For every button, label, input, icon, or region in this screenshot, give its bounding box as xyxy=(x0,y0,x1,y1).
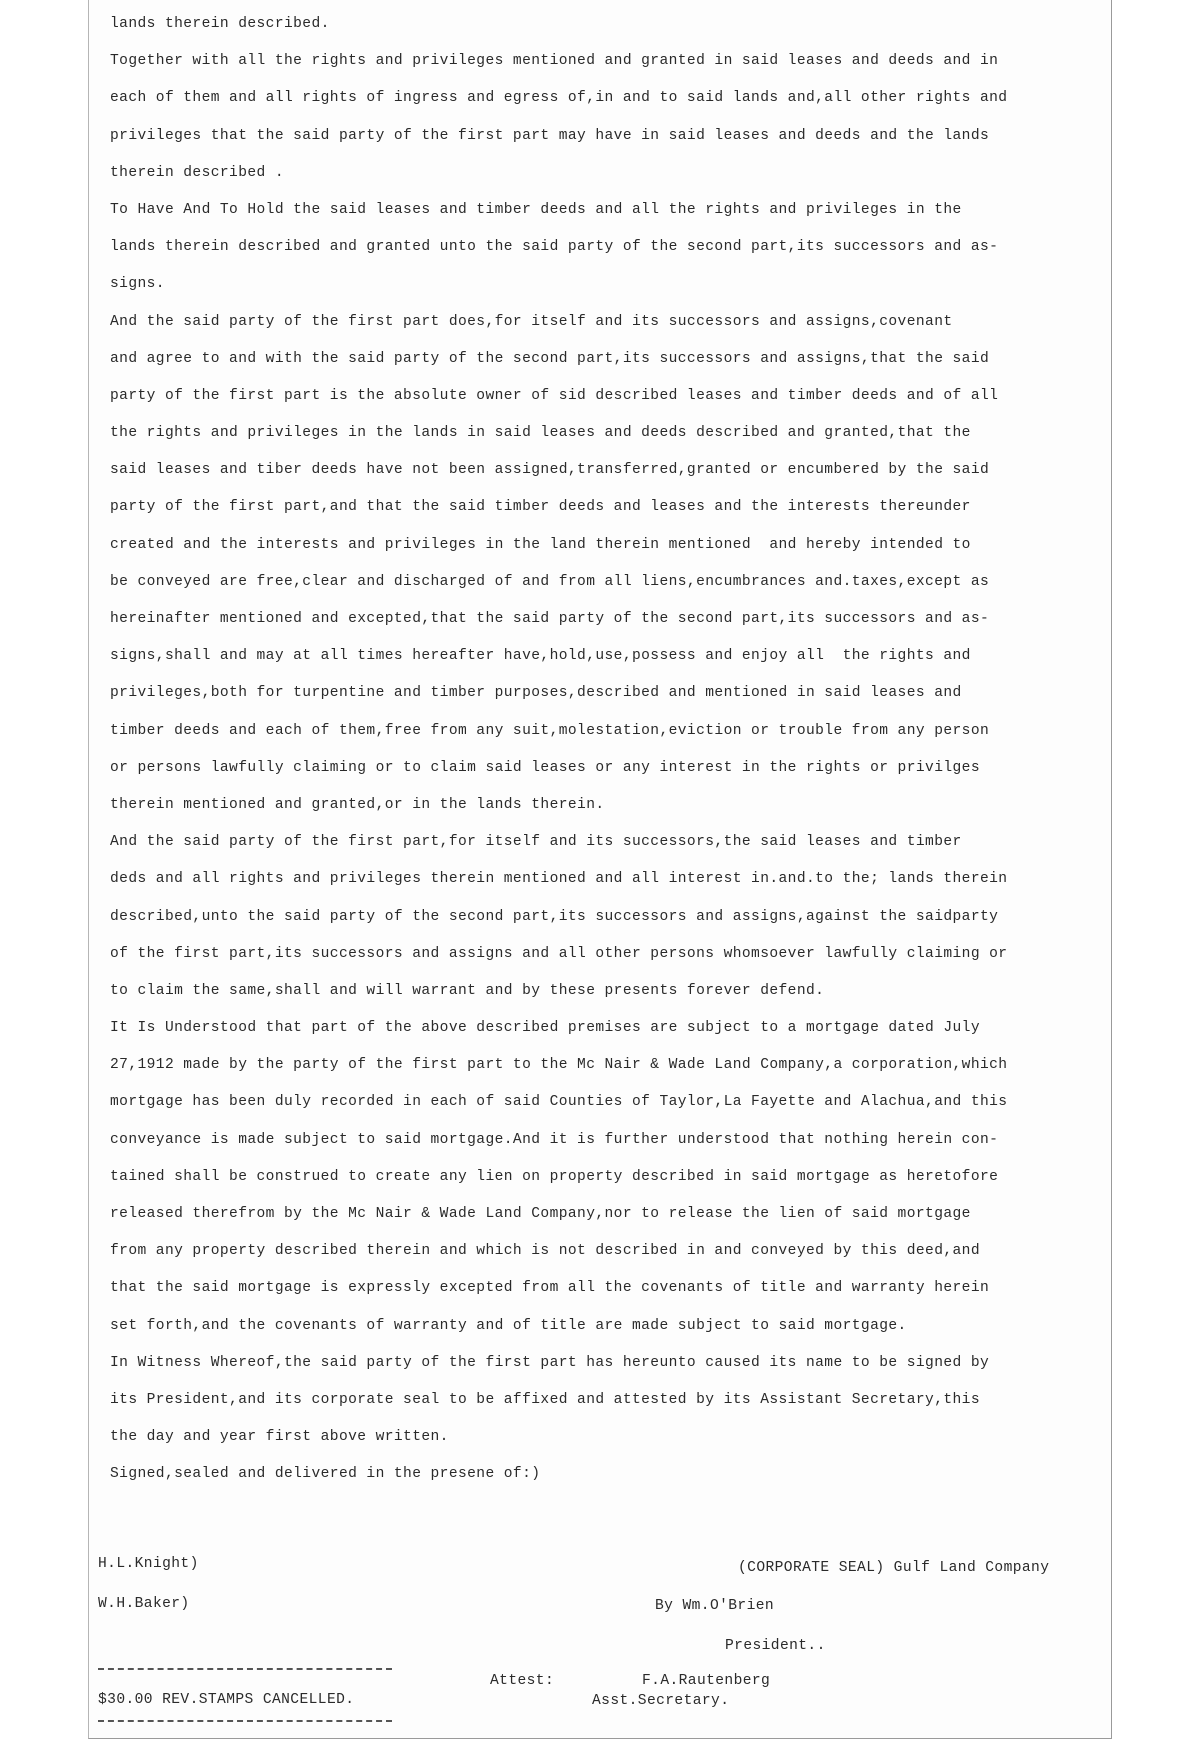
signer-title: President.. xyxy=(725,1638,826,1654)
text-line: therein described . xyxy=(110,164,284,181)
corporate-seal-line: (CORPORATE SEAL) Gulf Land Company xyxy=(738,1560,1050,1576)
text-line: said leases and tiber deeds have not been assigned,transferred,granted or encumbered by the said xyxy=(110,462,990,479)
text-line: timber deeds and each of them,free from any suit,molestation,eviction or trouble from any person xyxy=(110,722,990,739)
text-line: set forth,and the covenants of warranty and of title are made subject to said mortgage. xyxy=(110,1317,907,1334)
text-line: privileges,both for turpentine and timber purposes,described and mentioned in said leases and xyxy=(110,685,962,702)
text-line: hereinafter mentioned and excepted,that the said party of the second part,its successors and as- xyxy=(110,611,990,627)
text-line: And the said party of the first part,for itself and its successors,the said leases and timber xyxy=(110,834,962,851)
text-line: its President,and its corporate seal to be affixed and attested by its Assistant Secretary,this xyxy=(110,1391,980,1408)
text-line: signs,shall and may at all times hereafter have,hold,use,possess and enjoy all the rights and xyxy=(110,648,971,665)
witness-baker: W.H.Baker) xyxy=(98,1596,190,1612)
text-line: mortgage has been duly recorded in each of said Counties of Taylor,La Fayette and Alachua,and this xyxy=(110,1094,1008,1111)
text-line: conveyance is made subject to said mortgage.And it is further understood that nothing herein con- xyxy=(110,1131,999,1148)
text-line: privileges that the said party of the first part may have in said leases and deeds and the lands xyxy=(110,127,990,144)
text-line: be conveyed are free,clear and discharged of and from all liens,encumbrances and.taxes,except as xyxy=(110,573,990,590)
text-line: tained shall be construed to create any lien on property described in said mortgage as heretofore xyxy=(110,1168,999,1185)
text-line: It Is Understood that part of the above described premises are subject to a mortgage dated July xyxy=(110,1020,980,1037)
text-line: from any property described therein and which is not described in and conveyed by this deed,and xyxy=(110,1243,980,1260)
text-line: each of them and all rights of ingress and egress of,in and to said lands and,all other rights and xyxy=(110,90,1008,107)
divider-rule xyxy=(98,1720,392,1722)
text-line: And the said party of the first part does,for itself and its successors and assigns,covenant xyxy=(110,313,953,330)
text-line: Together with all the rights and privileges mentioned and granted in said leases and deeds and in xyxy=(110,53,999,70)
text-line: that the said mortgage is expressly excepted from all the covenants of title and warranty herein xyxy=(110,1280,990,1297)
text-line: signs. xyxy=(110,276,165,293)
attester-title: Asst.Secretary. xyxy=(592,1693,730,1709)
text-line: lands therein described. xyxy=(110,16,330,32)
stamps-note: $30.00 REV.STAMPS CANCELLED. xyxy=(98,1692,355,1708)
deed-body xyxy=(110,6,1120,1494)
text-line: Signed,sealed and delivered in the presene of:) xyxy=(110,1466,541,1483)
text-line: described,unto the said party of the second part,its successors and assigns,against the saidparty xyxy=(110,908,999,925)
witness-knight: H.L.Knight) xyxy=(98,1556,199,1572)
text-line: lands therein described and granted unto the said party of the second part,its successors and as- xyxy=(110,239,999,256)
attest-label: Attest: xyxy=(490,1673,555,1689)
text-line: therein mentioned and granted,or in the lands therein. xyxy=(110,796,605,813)
text-line: party of the first part is the absolute owner of sid described leases and timber deeds and of all xyxy=(110,387,999,404)
signed-by-line: By Wm.O'Brien xyxy=(655,1598,775,1614)
text-line: 27,1912 made by the party of the first part to the Mc Nair & Wade Land Company,a corporation,which xyxy=(110,1057,1008,1074)
text-line: or persons lawfully claiming or to claim said leases or any interest in the rights or privilges xyxy=(110,759,980,776)
text-line: party of the first part,and that the said timber deeds and leases and the interests thereunder xyxy=(110,499,971,516)
text-line: To Have And To Hold the said leases and timber deeds and all the rights and privileges in the xyxy=(110,201,962,218)
text-line: of the first part,its successors and assigns and all other persons whomsoever lawfully claiming or xyxy=(110,945,1008,962)
text-line: In Witness Whereof,the said party of the first part has hereunto caused its name to be signed by xyxy=(110,1354,990,1371)
text-line: deds and all rights and privileges therein mentioned and all interest in.and.to the; lands therein xyxy=(110,871,1008,888)
divider-rule xyxy=(98,1668,392,1670)
text-line: released therefrom by the Mc Nair & Wade Land Company,nor to release the lien of said mortgage xyxy=(110,1206,971,1222)
attester-name: F.A.Rautenberg xyxy=(642,1673,771,1689)
text-line: to claim the same,shall and will warrant and by these presents forever defend. xyxy=(110,982,825,999)
text-line: and agree to and with the said party of the second part,its successors and assigns,that the said xyxy=(110,350,990,367)
text-line: created and the interests and privileges in the land therein mentioned and hereby intended to xyxy=(110,536,971,553)
text-line: the day and year first above written. xyxy=(110,1429,449,1446)
text-line: the rights and privileges in the lands in said leases and deeds described and granted,that the xyxy=(110,425,971,442)
